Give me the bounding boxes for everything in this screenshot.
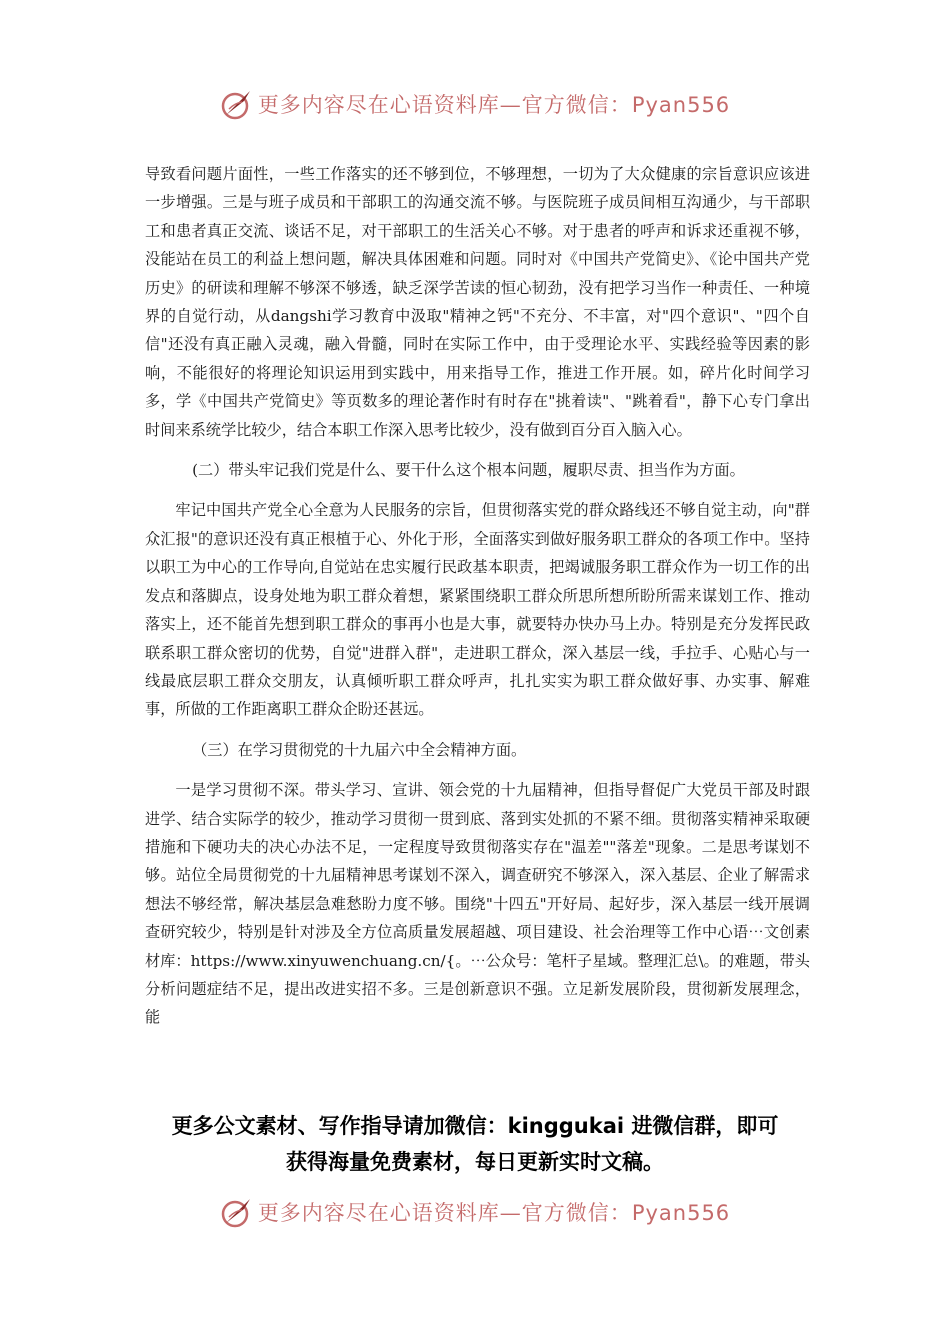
- footer-watermark-banner: [0, 1192, 950, 1232]
- section-heading-2: (二）带头牢记我们党是什么、要干什么这个根本问题，履职尽责、担当作为方面。: [192, 461, 745, 480]
- document-body: [145, 160, 810, 1032]
- quill-logo-icon: [220, 1195, 254, 1229]
- paragraph-3: 一是学习贯彻不深。带头学习、宣讲、领会党的十九届精神，但指导督促广大党员干部及时跟进学、结合实际学的较少，推动学习贯彻一贯到底、落到实处抓的不紧不细。贯彻落实精神采取硬措施和下硬功夫的决心办法不足，一定程度导致贯彻落实存在"温差""落差"现象。二是思考谋划不够。站位全局贯彻党的十九届精神思考谋划不深入，调查研究不够深入，深入基层、企业了解需求想法不够经常，解决基层急难愁盼力度不够。围绕"十四五"开好局、起好步，深入基层一线开展调查研究较少，特别是针对涉及全方位高质量发展超越、项目建设、社会治理等工作中心语⋯文创素材库：https://www.xinyuwenchuang.cn/{。⋯公众号：笔杆子星域。整理汇总\。的难题，带头分析问题症结不足，提出改进实招不多。三是创新意识不强。立足新发展阶段，贯彻新发展理念，能: [145, 781, 810, 1027]
- quill-logo-icon: [220, 87, 254, 121]
- promo-line-1: 更多公文素材、写作指导请加微信：kinggukai 进微信群，即可: [171, 1114, 779, 1138]
- paragraph-2: 牢记中国共产党全心全意为人民服务的宗旨，但贯彻落实党的群众路线还不够自觉主动，向"群众汇报"的意识还没有真正根植于心、外化于形，全面落实到做好服务职工群众的各项工作中。坚持以职工为中心的工作导向,自觉站在忠实履行民政基本职责，把竭诚服务职工群众作为一切工作的出发点和落脚点，设身处地为职工群众着想，紧紧围绕职工群众所思所想所盼所需来谋划工作、推动落实上，还不能首先想到职工群众的事再小也是大事，就要特办快办马上办。特别是充分发挥民政联系职工群众密切的优势，自觉"进群入群"，走进职工群众，深入基层一线，手拉手、心贴心与一线最底层职工群众交朋友，认真倾听职工群众呼声，扎扎实实为职工群众做好事、办实事、解难事，所做的工作距离职工群众企盼还甚远。: [145, 501, 810, 719]
- promo-notice: [120, 1108, 830, 1180]
- header-banner-text: 更多内容尽在心语资料库—官方微信：Pyan556: [257, 93, 731, 117]
- promo-line-2: 获得海量免费素材，每日更新实时文稿。: [286, 1150, 664, 1174]
- header-watermark-banner: [0, 84, 950, 124]
- section-heading-3: （三）在学习贯彻党的十九届六中全会精神方面。: [192, 740, 527, 759]
- footer-wechat-id: Pyan556: [631, 1201, 731, 1225]
- paragraph-1: 导致看问题片面性，一些工作落实的还不够到位，不够理想，一切为了大众健康的宗旨意识应该进一步增强。三是与班子成员和干部职工的沟通交流不够。与医院班子成员间相互沟通少，与干部职工和患者真正交流、谈话不足，对干部职工的生活关心不够。对于患者的呼声和诉求还重视不够，没能站在员工的利益上想问题，解决具体困难和问题。同时对《中国共产党简史》、《论中国共产党历史》的研读和理解不够深不够透，缺乏深学苦读的恒心韧劲，没有把学习当作一种责任、一种境界的自觉行动，从dangshi学习教育中汲取"精神之钙"不充分、不丰富，对"四个意识"、"四个自信"还没有真正融入灵魂，融入骨髓，同时在实际工作中，由于受理论水平、实践经验等因素的影响，不能很好的将理论知识运用到实践中，用来指导工作，推进工作开展。如，碎片化时间学习多，学《中国共产党简史》等页数多的理论著作时有时存在"挑着读"、"跳着看"，静下心专门拿出时间来系统学比较少，结合本职工作深入思考比较少，没有做到百分百入脑入心。: [145, 165, 810, 439]
- footer-banner-text: 更多内容尽在心语资料库—官方微信：Pyan556: [257, 1201, 731, 1225]
- header-wechat-id: Pyan556: [631, 93, 731, 117]
